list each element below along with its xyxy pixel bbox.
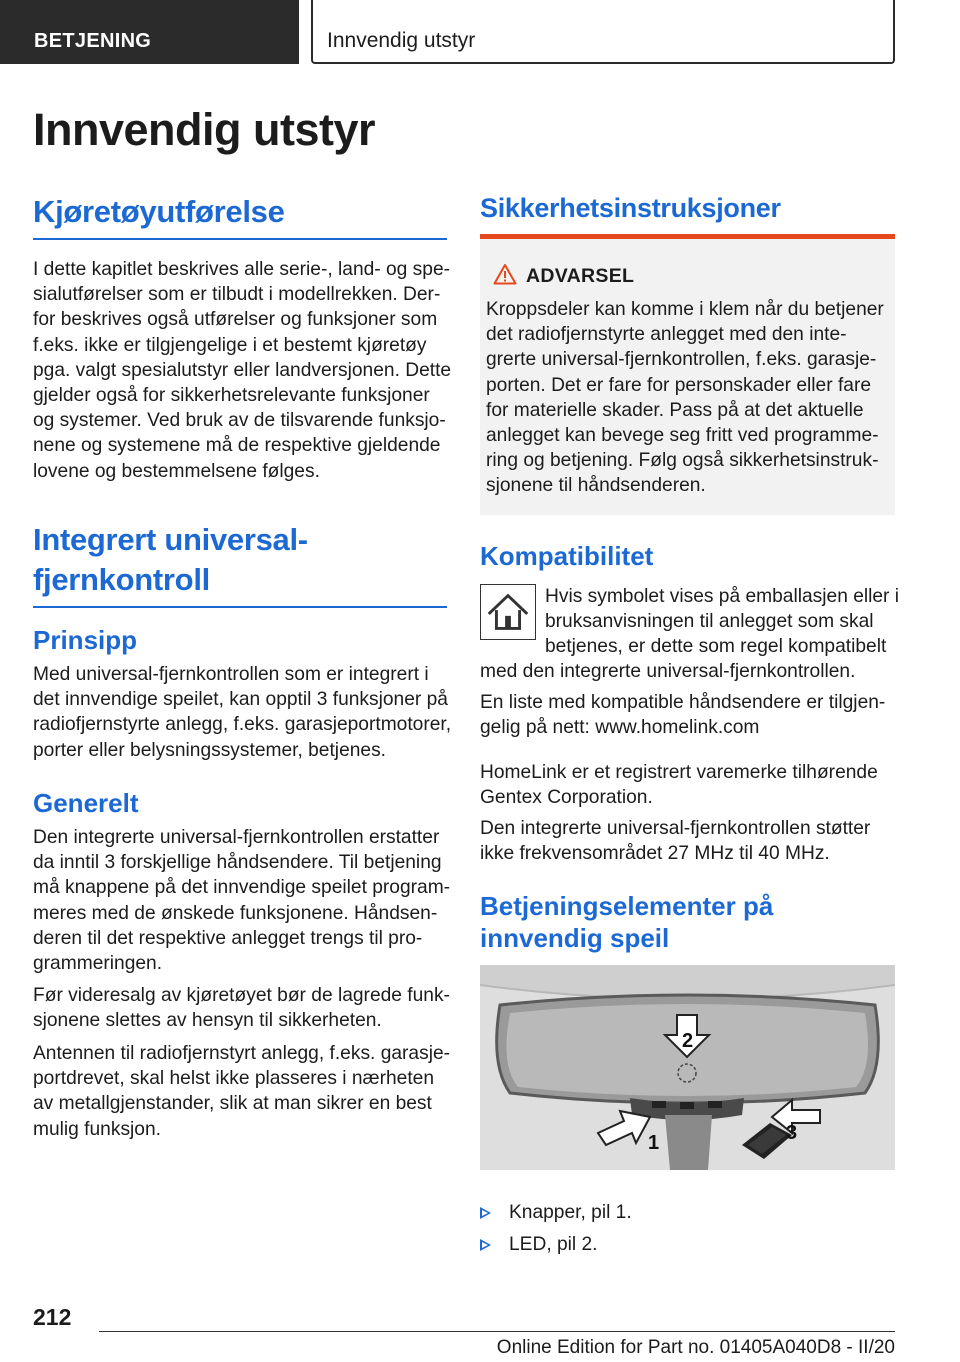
text-line: anlegget kan bevege seg fritt ved programme- [486, 425, 879, 447]
paragraph-homelink [480, 760, 878, 810]
paragraph-kompatibilitet-indented [545, 584, 899, 660]
text-line: for materielle skader. Pass på at det aktuelle [486, 399, 864, 421]
chapter-label: Innvendig utstyr [327, 29, 476, 52]
text-line: og systemer. Ved bruk av de tilsvarende funksjo- [33, 410, 446, 432]
text-line: Med universal-fjernkontrollen som er integrert i [33, 664, 429, 685]
footer-edition: Online Edition for Part no. 01405A040D8 - II/20 [496, 1337, 895, 1358]
paragraph-prinsipp [33, 662, 451, 763]
paragraph-kompatibilitet-full: med den integrerte universal-fjernkontrollen. [480, 661, 856, 682]
text-line: Den integrerte universal-fjernkontrollen støtter [480, 818, 871, 839]
text-line: deren til det respektive anlegget trengs til pro- [33, 927, 423, 949]
text-line: mulig funksjon. [33, 1118, 161, 1140]
heading-prinsipp: Prinsipp [33, 625, 138, 655]
warning-triangle-icon [493, 263, 517, 285]
text-line: gelig på nett: www.homelink.com [480, 717, 760, 739]
paragraph-generelt [33, 825, 450, 976]
text-line: Gentex Corporation. [480, 787, 653, 809]
heading-line: Betjeningselementer på [480, 891, 774, 921]
heading-sikkerhetsinstruksjoner: Sikkerhetsinstruksjoner [480, 193, 781, 223]
text-line: f.eks. ikke er tilgjengelige i et bestemt kjøretøy [33, 334, 427, 356]
text-line: gjelder også for sikkerhetsrelevante funksjoner [33, 385, 430, 407]
footer-divider [99, 1331, 895, 1332]
heading-kjoretoyutforelse: Kjøretøyutførelse [33, 192, 447, 240]
text-line: betjenes, er dette som regel kompatibelt [545, 636, 887, 658]
text-line: nene og systemene må de respektive gjeldende [33, 435, 441, 457]
text-line: for beskrives også utførelser og funksjoner som [33, 309, 438, 331]
list-item-text: LED, pil 2. [509, 1234, 598, 1255]
page-title: Innvendig utstyr [33, 104, 376, 155]
mirror-drawing [480, 965, 895, 1170]
homelink-house-icon [480, 584, 536, 640]
figure-label-1: 1 [648, 1132, 660, 1154]
text-line: radiofjernstyrte anlegg, f.eks. garasjeportmotorer, [33, 714, 452, 736]
text-line: bruksanvisningen til anlegget som skal [545, 611, 874, 633]
chapter-tab [311, 0, 895, 64]
bullet-triangle-icon [480, 1207, 491, 1219]
text-line: av metallgjenstander, slik at man sikrer en best [33, 1093, 432, 1115]
section-label: BETJENING [34, 30, 152, 52]
paragraph-antenne [33, 1041, 450, 1142]
paragraph-kjoretoyutforelse [33, 257, 451, 484]
text-line: da inntil 3 forskjellige håndsendere. Til betjening [33, 852, 442, 874]
warning-label: ADVARSEL [526, 265, 635, 287]
text-line: grerte universal-fjernkontrollen, f.eks. garasje- [486, 349, 877, 371]
text-line: må knappene på det innvendige speilet program- [33, 877, 451, 899]
page-number: 212 [33, 1304, 72, 1330]
text-line: I dette kapitlet beskrives alle serie-, land- og spe- [33, 259, 451, 280]
figure-label-3: 3 [786, 1122, 798, 1144]
figure-label-2: 2 [682, 1030, 694, 1052]
paragraph-frekvens [480, 816, 870, 866]
list-item-text: Knapper, pil 1. [509, 1202, 632, 1223]
text-line: porten. Det er fare for personskader eller fare [486, 374, 872, 396]
text-line: Før videresalg av kjøretøyet bør de lagrede funk- [33, 985, 450, 1006]
heading-integrert-fjernkontroll [33, 520, 447, 608]
text-line: grammeringen. [33, 953, 163, 975]
text-line: sjonene slettes av hensyn til sikkerheten. [33, 1010, 382, 1032]
warning-box [480, 234, 895, 515]
text-line: Kroppsdeler kan komme i klem når du betjener [486, 299, 884, 320]
paragraph-liste [480, 690, 885, 740]
warning-text [486, 297, 890, 499]
text-line: porter eller belysningssystemer, betjenes. [33, 739, 387, 761]
heading-generelt: Generelt [33, 788, 139, 818]
text-line: pga. valgt spesialutstyr eller landversjonen. Dette [33, 359, 452, 381]
heading-line: innvendig speil [480, 923, 670, 953]
text-line: ring og betjening. Følg også sikkerhetsinstruk- [486, 450, 879, 472]
text-line: En liste med kompatible håndsendere er tilgjen- [480, 692, 886, 713]
text-line: sialutførelser som er tilbudt i modellrekken. Der- [33, 284, 441, 306]
text-line: lovene og bestemmelsene følges. [33, 460, 320, 482]
heading-kompatibilitet: Kompatibilitet [480, 541, 654, 571]
text-line: meres med de ønskede funksjonene. Håndsen- [33, 902, 438, 924]
text-line: det innvendige speilet, kan opptil 3 funksjoner på [33, 689, 448, 711]
text-line: ikke frekvensområdet 27 MHz til 40 MHz. [480, 843, 830, 865]
text-line: Antennen til radiofjernstyrt anlegg, f.eks. garasje- [33, 1043, 451, 1064]
mirror-illustration [480, 965, 895, 1170]
text-line: portdrevet, skal helst ikke plasseres i nærheten [33, 1068, 434, 1090]
text-line: Den integrerte universal-fjernkontrollen erstatter [33, 827, 440, 848]
heading-line: Integrert universal- [33, 522, 308, 557]
text-line: Hvis symbolet vises på emballasjen eller i [545, 586, 900, 607]
bullet-triangle-icon [480, 1239, 491, 1251]
text-line: det radiofjernstyrte anlegget med den inte- [486, 324, 847, 346]
paragraph-videresalg [33, 983, 450, 1033]
section-tab [0, 0, 299, 64]
text-line: HomeLink er et registrert varemerke tilhørende [480, 762, 878, 783]
heading-betjeningselementer [480, 890, 773, 954]
heading-line: fjernkontroll [33, 562, 210, 597]
text-line: sjonene til håndsenderen. [486, 475, 706, 497]
